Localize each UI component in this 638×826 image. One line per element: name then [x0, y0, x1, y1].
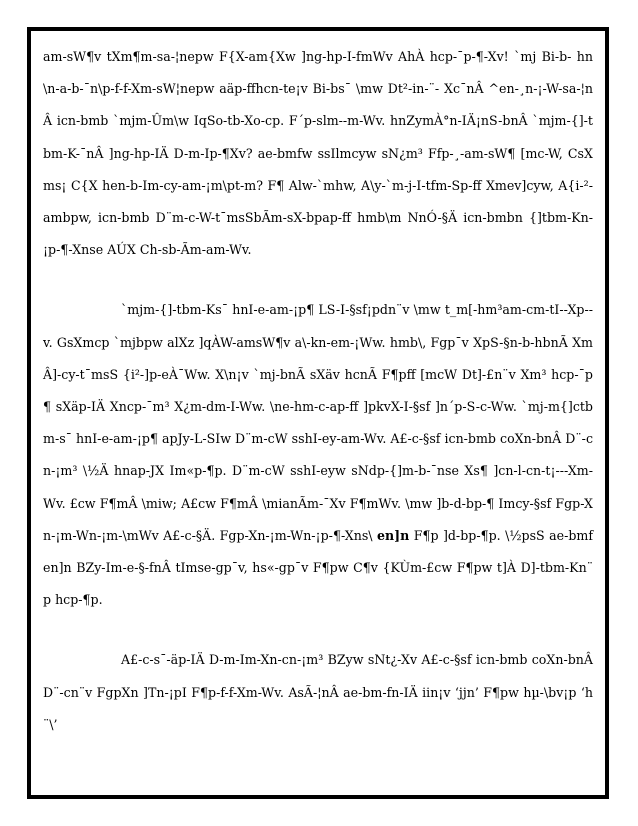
paragraph-2-bold-term: en]n: [376, 527, 410, 543]
document-page: [27, 27, 609, 799]
paragraph-1-text: am-sW¶v tXm¶m-sa-¦nepw F{X-am{Xw ]ng-hp-I-fmWv AhÀ hcp-¯p-¶-Xv! `mj Bi-b- hn\n-a-b-¯n\p-f-f-Xm-sW¦nepw aäp-ffhcn-te¡v Bi-bs¯ \mw Dt²-in-¨- Xc¯nÂ ^en-¸n-¡-W-sa-¦nÂ icn-bmb `mjm-Ûm\w IqSo-tb-Xo-cp. F´p-slm--m-Wv. hnZymÀ°n-IÄ¡nS-bnÂ `mjm-{]-tbm-K-¯nÂ ]ng-hp-IÄ D-m-Ip-¶Xv? ae-bmfw ssIlmcyw sN¿m³ Ffp-¸-am-sW¶ [mc-W, CsXms¡ C{X hen-b-Im-cy-am-¡m\pt-m? F¶ Alw-`mhw, A\y-`m-j-I-tfm-Sp-ff Xmev]cyw, A{i-²-ambpw, icn-bmb D¨m-c-W-t¯msSbÃm-sX-bpap-ff hmb\m NnÓ-§Ä icn-bmbn {]tbm-Kn-¡p-¶-Xnse AÚX Ch-sb-Ãm-am-Wv.: [43, 49, 593, 258]
paragraph-gap: [43, 616, 593, 644]
document-body: [43, 41, 593, 741]
paragraph-2-text-a: `mjm-{]-tbm-Ks¯ hnI-e-am-¡p¶ LS-I-§sf¡pdn¨v \mw t_m[-hm³am-cm-tI--Xp--v. GsXmcp `mjbpw alXz ]qÀW-amsW¶v a\-kn-em-¡Ww. hmb\, Fgp¯v XpS-§n-b-hbnÃ XmÂ]-cy-t¯msS {i²-]p-eÀ¯Ww. X\n¡v `mj-bnÃ sXäv hcnÃ F¶pff [mcW Dt]-£n¨v Xm³ hcp-¯p¶ sXäp-IÄ Xncp-¯m³ X¿m-dm-I-Ww. \ne-hm-c-ap-ff ]pkvX-I-§sf ]n´p-S-c-Ww. `mj-m{]ctbm-s¯ hnI-e-am-¡p¶ apJy-L-SIw D¨m-cW sshI-ey-am-Wv. A£-c-§sf icn-bmb coXn-bnÂ D¨-cn-¡m³ \½Ä hnap-JX Im«p-¶p. D¨m-cW sshI-eyw sNdp-{]m-b-¯nse Xs¶ ]cn-l-cn-t¡---Xm-Wv. £cw F¶mÂ \miw; A£cw F¶mÂ \mianÃm-¯Xv F¶mWv. \mw ]b-d-bp-¶ Imcy-§sf Fgp-Xn-¡m-Wn-¡m-\mWv A£-c-§Ä. Fgp-Xn-¡m-Wn-¡p-¶-Xns\: [43, 302, 593, 543]
paragraph-1: [43, 41, 593, 266]
paragraph-3-text: A£-c-s¯-äp-IÄ D-m-Im-Xn-cn-¡m³ BZyw sNt¿-Xv A£-c-§sf icn-bmb coXn-bnÂ D¨-cn¨v FgpXn ]Tn-¡pI F¶p-f-f-Xm-Wv. AsÃ-¦nÂ ae-bm-fn-IÄ iin¡v ‘jjn’ F¶pw hµ-\bv¡p ‘h¨\’: [43, 652, 593, 732]
paragraph-2: [43, 294, 593, 616]
paragraph-gap: [43, 266, 593, 294]
paragraph-2-text-b: F¶p ]d-bp-¶p. \½psS ae-bmf en]n BZy-Im-e-§-fnÂ tImse-gp¯v, hs«-gp¯v F¶pw C¶v {KÙm-£cw F¶pw t]À D]-tbm-Kn¨p hcp-¶p.: [43, 527, 593, 608]
paragraph-3: [43, 644, 593, 741]
